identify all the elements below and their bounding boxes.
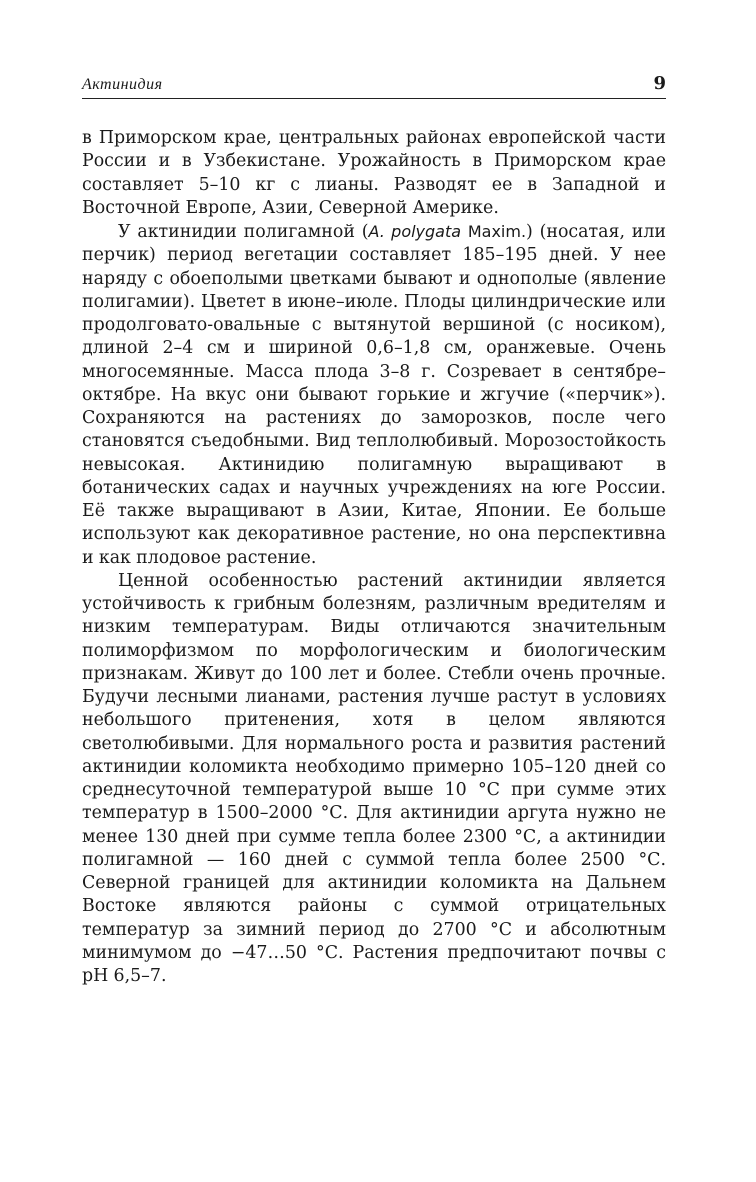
running-title: Актинидия [82,76,163,93]
paragraph-2 [82,220,666,570]
latin-species-name: A. polygata [368,222,462,241]
species-author: Maxim. [467,222,527,241]
header-rule [82,98,666,99]
paragraph-3: Ценной особенностью растений актинидии является устойчивость к грибным болезням, различным вредителям и низким температурам. Виды отличаются значительным полиморфизмом по морфологическим и биологическим признакам. Живут до 100 лет и более. Стебли очень прочные. Будучи лесными лианами, растения лучше растут в условиях небольшого притенения, хотя в целом являются светолюбивыми. Для нормального роста и развития растений актинидии коломикта необходимо примерно 105–120 дней со среднесуточной температурой выше 10 °С при сумме этих температур в 1500–2000 °С. Для актинидии аргута нужно не менее 130 дней при сумме тепла более 2300 °С, а актинидии полигамной — 160 дней с суммой тепла более 2500 °С. Северной границей для актинидии коломикта на Дальнем Востоке являются районы с суммой отрицательных температур за зимний период до 2700 °С и абсолютным минимумом до −47…50 °С. Растения предпочитают почвы с pH 6,5–7. [82,570,666,986]
page-number: 9 [653,73,666,94]
body-text [82,127,666,988]
paragraph-1: в Приморском крае, центральных районах европейской части России и в Узбекистане. Урожайность в Приморском крае составляет 5–10 кг с лианы. Разводят ее в Западной и Восточной Европе, Азии, Северной Америке. [82,128,666,218]
running-header [82,73,666,98]
paragraph-2-body: ) (носатая, или перчик) период вегетации составляет 185–195 дней. У нее наряду с обоеполыми цветками бывают и однополые (явление полигамии). Цветет в июне–июле. Плоды цилиндрические или продолговато-овальные с вытянутой вершиной (с носиком), длиной 2–4 см и шириной 0,6–1,8 см, оранжевые. Очень многосемянные. Масса плода 3–8 г. Созревает в сентябре–октябре. На вкус они бывают горькие и жгучие («перчик»). Сохраняются на растениях до заморозков, после чего становятся съедобными. Вид теплолюбивый. Морозостойкость невысокая. Актинидию полигамную выращивают в ботанических садах и научных учреждениях на юге России. Её также выращивают в Азии, Китае, Японии. Ее больше используют как декоративное растение, но она перспективна и как плодовое растение. [82,222,667,568]
paragraph-2-lead: У актинидии полигамной ( [118,222,369,242]
